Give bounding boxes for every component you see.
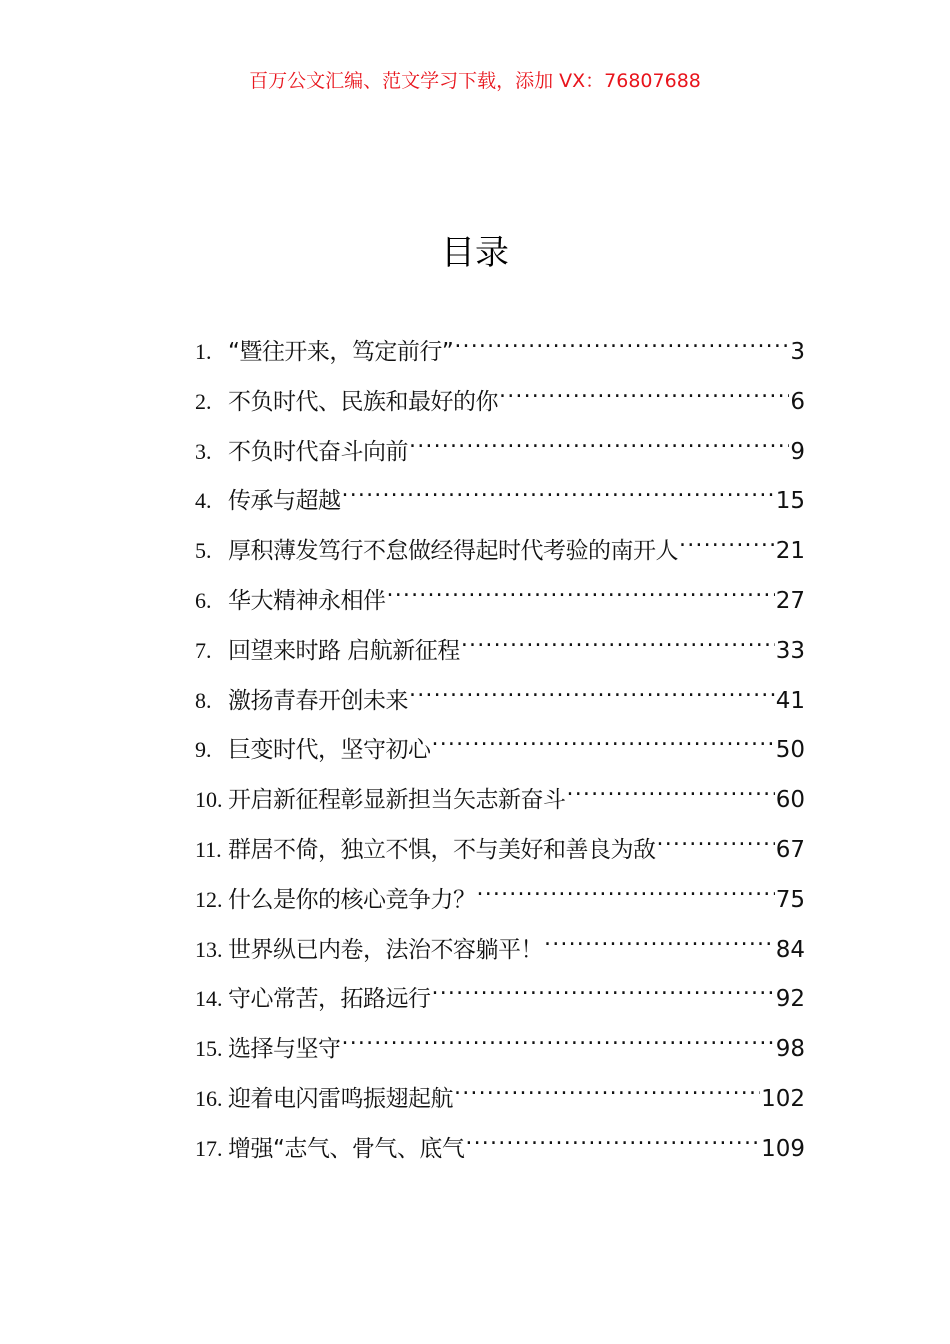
toc-entry-number: 16.: [195, 1085, 223, 1111]
toc-entry-number: 5.: [195, 538, 212, 564]
toc-entry-title: 厚积薄发笃行不怠做经得起时代考验的南开人: [228, 538, 678, 565]
toc-entry-page: 9: [790, 438, 805, 465]
dot-leader: [679, 534, 775, 558]
toc-entry-number: 10.: [195, 787, 223, 813]
dot-leader: [387, 584, 775, 608]
toc-entry-number: 7.: [195, 637, 212, 663]
dot-leader: [409, 684, 775, 708]
dot-leader: [461, 634, 775, 658]
toc-entry-number: 9.: [195, 737, 212, 763]
toc-entry-page: 50: [775, 737, 805, 764]
toc-entry-title: 选择与坚守: [228, 1036, 341, 1063]
toc-entry-title: 世界纵已内卷，法治不容躺平！: [228, 936, 543, 963]
toc-entry-page: 3: [790, 339, 805, 365]
toc-entry-title: 不负时代奋斗向前: [228, 438, 408, 465]
toc-entry[interactable]: [195, 1129, 805, 1179]
toc-entry-page: 27: [775, 587, 805, 614]
toc-entry-title: 巨变时代，坚守初心: [228, 737, 431, 764]
toc-entry[interactable]: [195, 382, 805, 432]
dot-leader: [544, 933, 775, 957]
toc-entry-number: 14.: [195, 986, 223, 1012]
toc-entry-page: 102: [761, 1085, 805, 1112]
dot-leader: [499, 385, 789, 409]
toc-entry-title: 群居不倚，独立不惧，不与美好和善良为敌: [228, 836, 656, 863]
watermark-banner: 百万公文汇编、范文学习下载，添加 VX：76807688: [249, 70, 701, 92]
toc-entry-number: 13.: [195, 936, 223, 962]
toc-entry-number: 3.: [195, 438, 212, 464]
toc-entry-number: 11.: [195, 836, 222, 862]
toc-entry-title: 不负时代、民族和最好的你: [228, 388, 498, 415]
dot-leader: [454, 335, 789, 359]
toc-entry-page: 33: [775, 637, 805, 664]
toc-entry[interactable]: [195, 1079, 805, 1129]
toc-entry[interactable]: [195, 332, 805, 382]
toc-entry-number: 2.: [195, 388, 212, 414]
toc-entry-title: 迎着电闪雷鸣振翅起航: [228, 1085, 453, 1112]
toc-entry-title: 华大精神永相伴: [228, 587, 386, 614]
dot-leader: [432, 733, 775, 757]
toc-entry-number: 6.: [195, 587, 212, 613]
toc-entry-page: 41: [775, 687, 805, 714]
toc-entry-page: 75: [775, 886, 805, 913]
toc-entry-number: 17.: [195, 1135, 223, 1161]
toc-entry-page: 98: [775, 1036, 805, 1063]
toc-entry-title: 传承与超越: [228, 488, 341, 515]
toc-entry[interactable]: [195, 681, 805, 731]
toc-entry[interactable]: [195, 880, 805, 930]
toc-entry-title: 增强“志气、骨气、底气: [228, 1135, 465, 1162]
toc-entry-title: “暨往开来，笃定前行”: [228, 339, 454, 365]
dot-leader: [657, 833, 775, 857]
dot-leader: [477, 883, 775, 907]
toc-entry-page: 6: [790, 388, 805, 415]
toc-entry[interactable]: [195, 979, 805, 1029]
toc-entry-title: 开启新征程彰显新担当矢志新奋斗: [228, 787, 566, 814]
toc-entry-number: 1.: [195, 339, 212, 364]
toc-entry-title: 守心常苦，拓路远行: [228, 986, 431, 1013]
toc-entry-page: 67: [775, 836, 805, 863]
table-of-contents: [195, 332, 805, 1179]
toc-entry[interactable]: [195, 432, 805, 482]
toc-entry-page: 15: [775, 488, 805, 515]
toc-entry[interactable]: [195, 531, 805, 581]
toc-title: 目录: [441, 233, 509, 273]
toc-entry-page: 21: [775, 538, 805, 565]
dot-leader: [432, 982, 775, 1006]
dot-leader: [409, 435, 789, 459]
toc-entry-page: 109: [761, 1135, 805, 1162]
toc-entry-page: 60: [775, 787, 805, 814]
toc-entry[interactable]: [195, 830, 805, 880]
toc-entry-title: 什么是你的核心竞争力？: [228, 886, 476, 913]
toc-entry[interactable]: [195, 1029, 805, 1079]
toc-entry[interactable]: [195, 780, 805, 830]
dot-leader: [567, 783, 775, 807]
toc-entry-number: 8.: [195, 687, 212, 713]
toc-entry[interactable]: [195, 581, 805, 631]
toc-entry[interactable]: [195, 930, 805, 980]
toc-entry-number: 4.: [195, 488, 212, 514]
toc-entry[interactable]: [195, 481, 805, 531]
dot-leader: [342, 1032, 775, 1056]
toc-entry[interactable]: [195, 730, 805, 780]
toc-entry-page: 92: [775, 986, 805, 1013]
toc-entry[interactable]: [195, 631, 805, 681]
toc-entry-number: 12.: [195, 886, 223, 912]
dot-leader: [342, 484, 775, 508]
dot-leader: [465, 1132, 760, 1156]
dot-leader: [454, 1082, 760, 1106]
toc-entry-number: 15.: [195, 1036, 223, 1062]
toc-entry-title: 回望来时路 启航新征程: [228, 637, 460, 664]
toc-entry-page: 84: [775, 936, 805, 963]
toc-entry-title: 激扬青春开创未来: [228, 687, 408, 714]
